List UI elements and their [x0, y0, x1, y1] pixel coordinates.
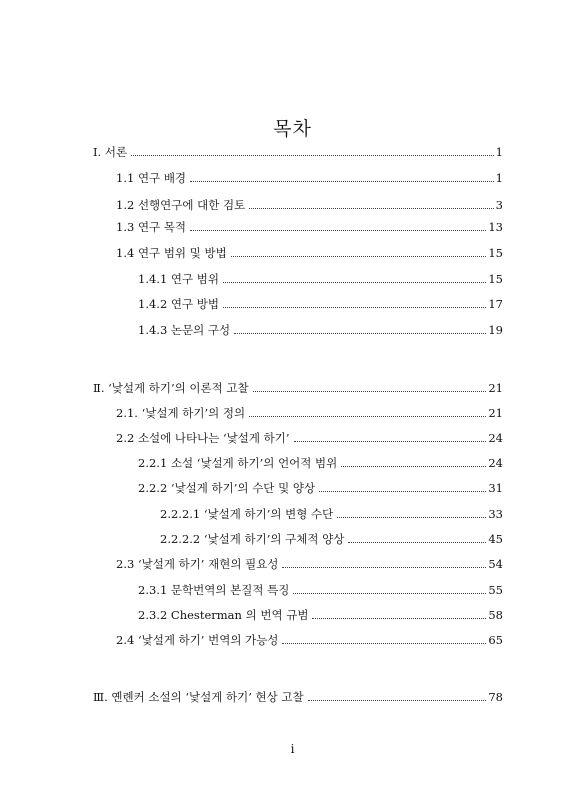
toc-entry-2-2-1: [138, 456, 503, 470]
toc-leader: [337, 517, 486, 518]
toc-entry-2-2-2-text: 2.2.2 ‘낯설게 하기’의 수단 및 양상: [138, 481, 316, 495]
toc-entry-1-2: [116, 198, 503, 212]
toc-entry-1-text: Ⅰ. 서론: [93, 145, 128, 159]
toc-entry-2-3: [116, 557, 503, 571]
toc-entry-2-4-text: 2.4 ‘낯설게 하기’ 번역의 가능성: [116, 633, 279, 647]
toc-entry-2-page: 21: [488, 381, 503, 395]
toc-leader: [319, 491, 486, 492]
toc-entry-1-1: [116, 171, 503, 185]
toc-entry-2-2-2-2: [160, 532, 503, 546]
toc-entry-2-2-1-page: 24: [488, 456, 503, 470]
toc-leader: [253, 391, 487, 392]
page-title: 목차: [273, 118, 312, 140]
toc-entry-1-4-1-text: 1.4.1 연구 범위: [138, 272, 220, 286]
toc-entry-1-4-1: [138, 272, 503, 286]
toc-leader: [348, 542, 486, 543]
toc-entry-2-1: [116, 406, 503, 420]
toc-entry-2: [93, 381, 503, 395]
toc-leader: [249, 208, 493, 209]
toc-entry-2-3-1-text: 2.3.1 문학번역의 본질적 특징: [138, 583, 290, 597]
toc-leader: [282, 567, 486, 568]
toc-entry-2-4-page: 65: [488, 633, 503, 647]
toc-leader: [293, 593, 486, 594]
toc-entry-3: [93, 690, 503, 704]
toc-entry-2-2-2: [138, 481, 503, 495]
toc-leader: [234, 333, 486, 334]
toc-entry-1-1-text: 1.1 연구 배경: [116, 171, 187, 185]
toc-leader: [249, 416, 486, 417]
toc-entry-1-4-2: [138, 297, 503, 311]
toc-entry-2-1-text: 2.1. ‘낯설게 하기’의 정의: [116, 406, 246, 420]
toc-entry-1-4-3-text: 1.4.3 논문의 구성: [138, 323, 231, 337]
toc-leader: [341, 466, 486, 467]
toc-entry-1-3: [116, 220, 503, 234]
toc-entry-2-2-1-text: 2.2.1 소설 ‘낯설게 하기’의 언어적 범위: [138, 456, 338, 470]
toc-entry-1: [93, 145, 503, 159]
toc-leader: [231, 256, 487, 257]
toc-entry-2-3-1: [138, 583, 503, 597]
toc-entry-2-2-2-2-text: 2.2.2.2 ‘낯설게 하기’의 구체적 양상: [160, 532, 345, 546]
toc-entry-1-1-page: 1: [495, 171, 503, 185]
toc-entry-2-3-2-text: 2.3.2 Chesterman 의 번역 규범: [138, 608, 309, 622]
toc-entry-1-4-page: 15: [488, 246, 503, 260]
toc-entry-1-2-page: 3: [495, 198, 503, 212]
toc-entry-2-3-1-page: 55: [488, 583, 503, 597]
toc-entry-3-page: 78: [488, 690, 503, 704]
toc-entry-1-4-2-text: 1.4.2 연구 방법: [138, 297, 220, 311]
toc-leader: [131, 155, 494, 156]
toc-entry-2-2-text: 2.2 소설에 나타나는 ‘낯설게 하기’: [116, 431, 290, 445]
toc-entry-2-3-2-page: 58: [488, 608, 503, 622]
toc-entry-1-3-page: 13: [488, 220, 503, 234]
toc-leader: [308, 700, 487, 701]
toc-entry-1-4-2-page: 17: [488, 297, 503, 311]
toc-leader: [223, 282, 486, 283]
toc-entry-1-page: 1: [495, 145, 503, 159]
toc-leader: [312, 618, 486, 619]
toc-entry-2-4: [116, 633, 503, 647]
toc-leader: [294, 441, 487, 442]
toc-entry-1-4-3: [138, 323, 503, 337]
toc-entry-1-4-1-page: 15: [488, 272, 503, 286]
toc-entry-2-3-text: 2.3 ‘낯설게 하기’ 재현의 필요성: [116, 557, 279, 571]
toc-entry-2-2-2-1-page: 33: [488, 507, 503, 521]
toc-entry-2-2-2-page: 31: [488, 481, 503, 495]
toc-entry-2-2-2-1: [160, 507, 503, 521]
toc-entry-2-3-2: [138, 608, 503, 622]
toc-entry-2-2-2-1-text: 2.2.2.1 ‘낯설게 하기’의 변형 수단: [160, 507, 334, 521]
toc-entry-1-2-text: 1.2 선행연구에 대한 검토: [116, 198, 246, 212]
toc-entry-2-3-page: 54: [488, 557, 503, 571]
toc-entry-1-4: [116, 246, 503, 260]
toc-entry-1-3-text: 1.3 연구 목적: [116, 220, 187, 234]
toc-entry-2-2-page: 24: [488, 431, 503, 445]
toc-leader: [223, 307, 486, 308]
toc-entry-3-text: Ⅲ. 옌롄커 소설의 ‘낯설게 하기’ 현상 고찰: [93, 690, 304, 704]
toc-entry-1-4-3-page: 19: [488, 323, 503, 337]
toc-leader: [282, 643, 486, 644]
toc-entry-2-2-2-2-page: 45: [488, 532, 503, 546]
toc-entry-2-1-page: 21: [488, 406, 503, 420]
toc-leader: [190, 230, 486, 231]
toc-entry-2-text: Ⅱ. ‘낯설게 하기’의 이론적 고찰: [93, 381, 249, 395]
toc-leader: [190, 181, 494, 182]
toc-entry-2-2: [116, 431, 503, 445]
page-number: i: [290, 742, 295, 756]
toc-entry-1-4-text: 1.4 연구 범위 및 방법: [116, 246, 227, 260]
